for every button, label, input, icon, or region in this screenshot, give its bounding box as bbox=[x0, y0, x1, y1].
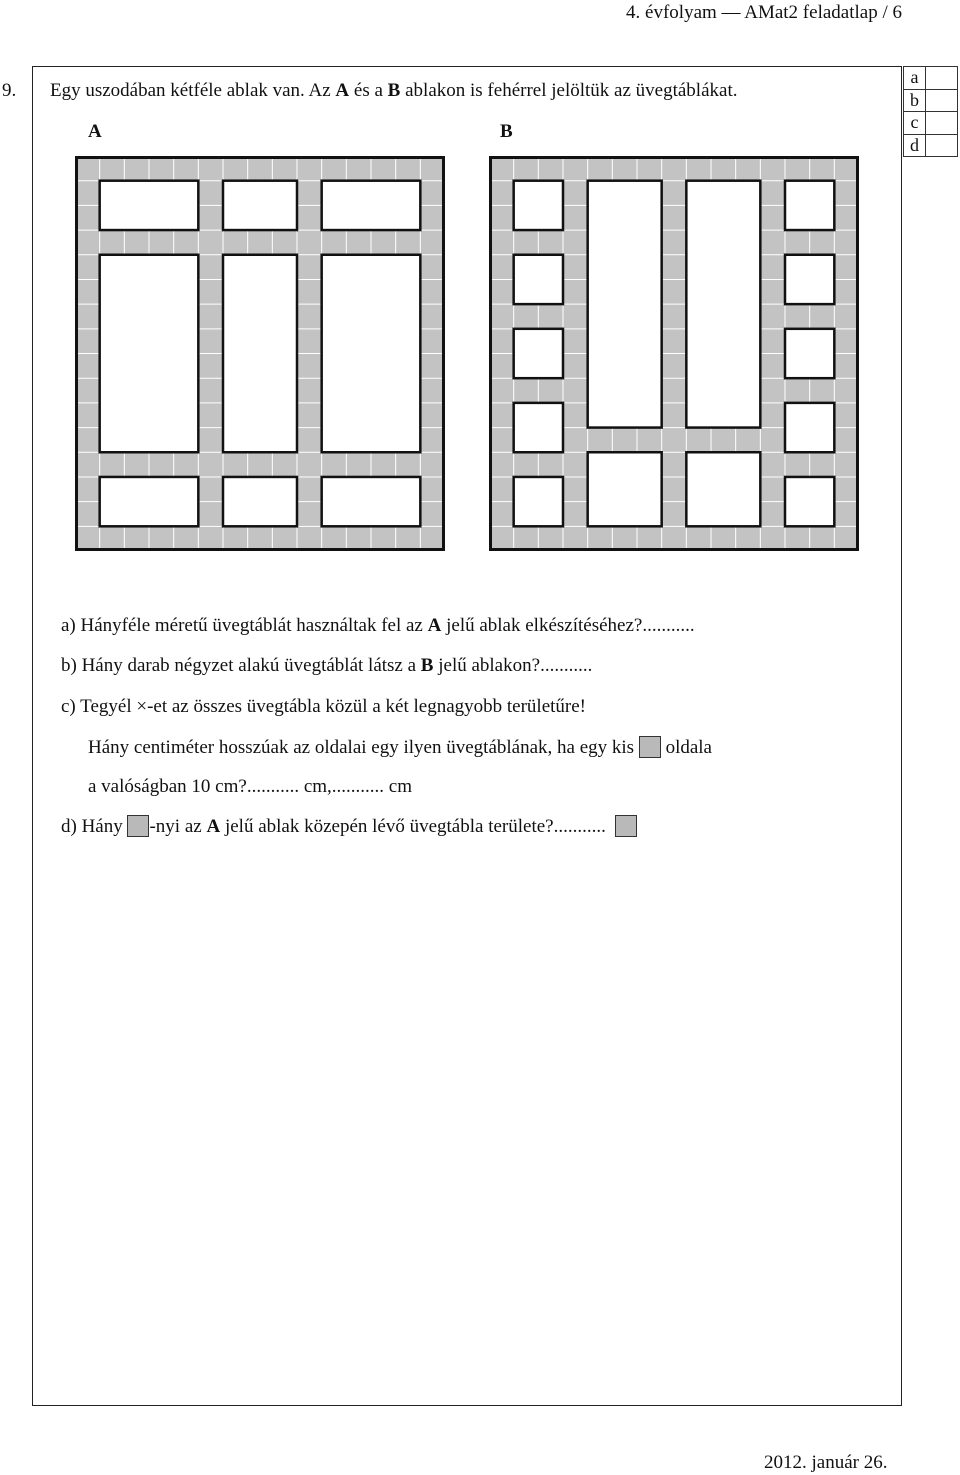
window-a-glass-pane bbox=[322, 181, 421, 230]
window-b-glass-pane bbox=[785, 329, 834, 378]
window-b-drawing bbox=[489, 156, 859, 551]
answer-blank-c2[interactable]: ........... bbox=[331, 776, 385, 797]
score-box bbox=[903, 66, 958, 157]
question-a: a) Hányféle méretű üvegtáblát használtak fel az A jelű ablak elkészítéséhez?........... bbox=[61, 615, 695, 636]
window-a-glass-pane bbox=[223, 181, 297, 230]
window-a-glass-pane bbox=[100, 255, 199, 453]
window-b-glass-pane bbox=[785, 255, 834, 304]
window-a-glass-pane bbox=[223, 255, 297, 453]
window-b-glass-pane bbox=[588, 181, 662, 428]
window-a-glass-pane bbox=[100, 477, 199, 526]
window-b-glass-pane bbox=[785, 181, 834, 230]
question-c-line3: a valóságban 10 cm?........... cm,........... cm bbox=[88, 776, 412, 797]
window-b-label: B bbox=[500, 121, 513, 142]
score-cell-d bbox=[926, 134, 958, 157]
question-b: b) Hány darab négyzet alakú üvegtáblát látsz a B jelű ablakon?........... bbox=[61, 655, 593, 676]
answer-blank-c1[interactable]: ........... bbox=[246, 776, 300, 797]
window-a-label: A bbox=[88, 121, 102, 142]
window-b-glass-pane bbox=[686, 452, 760, 526]
window-b-glass-pane bbox=[514, 181, 563, 230]
question-c-line2: Hány centiméter hosszúak az oldalai egy ilyen üvegtáblának, ha egy kis oldala bbox=[88, 737, 712, 758]
score-label-c: c bbox=[904, 112, 926, 135]
score-cell-c bbox=[926, 112, 958, 135]
unit-square-icon bbox=[615, 815, 637, 837]
score-label-a: a bbox=[904, 67, 926, 90]
window-b-glass-pane bbox=[514, 255, 563, 304]
window-b-glass-pane bbox=[785, 403, 834, 452]
score-cell-b bbox=[926, 89, 958, 112]
window-a-glass-pane bbox=[322, 477, 421, 526]
answer-blank-b[interactable]: ........... bbox=[540, 655, 593, 676]
window-a-glass-pane bbox=[322, 255, 421, 453]
score-cell-a bbox=[926, 67, 958, 90]
footer-date: 2012. január 26. bbox=[764, 1452, 888, 1473]
question-intro: Egy uszodában kétféle ablak van. Az A és a B ablakon is fehérrel jelöltük az üvegtáblákat. bbox=[50, 80, 738, 101]
window-a-drawing bbox=[75, 156, 445, 551]
window-b-glass-pane bbox=[588, 452, 662, 526]
question-c-line1: c) Tegyél ×-et az összes üvegtábla közül a két legnagyobb területűre! bbox=[61, 696, 586, 717]
window-b-glass-pane bbox=[514, 329, 563, 378]
window-b-glass-pane bbox=[785, 477, 834, 526]
window-a-glass-pane bbox=[100, 181, 199, 230]
answer-blank-d[interactable]: ........... bbox=[553, 816, 606, 837]
window-b-glass-pane bbox=[514, 477, 563, 526]
window-a-glass-pane bbox=[223, 477, 297, 526]
answer-blank-a[interactable]: ........... bbox=[642, 615, 695, 636]
cross-icon: × bbox=[136, 696, 148, 717]
score-label-d: d bbox=[904, 134, 926, 157]
window-b-glass-pane bbox=[686, 181, 760, 428]
unit-square-icon bbox=[127, 815, 149, 837]
question-number: 9. bbox=[2, 80, 17, 101]
question-d: d) Hány -nyi az A jelű ablak közepén lévő üvegtábla területe?........... bbox=[61, 815, 637, 838]
score-label-b: b bbox=[904, 89, 926, 112]
window-b-glass-pane bbox=[514, 403, 563, 452]
unit-square-icon bbox=[639, 736, 661, 758]
page-header: 4. évfolyam — AMat2 feladatlap / 6 bbox=[626, 2, 902, 23]
